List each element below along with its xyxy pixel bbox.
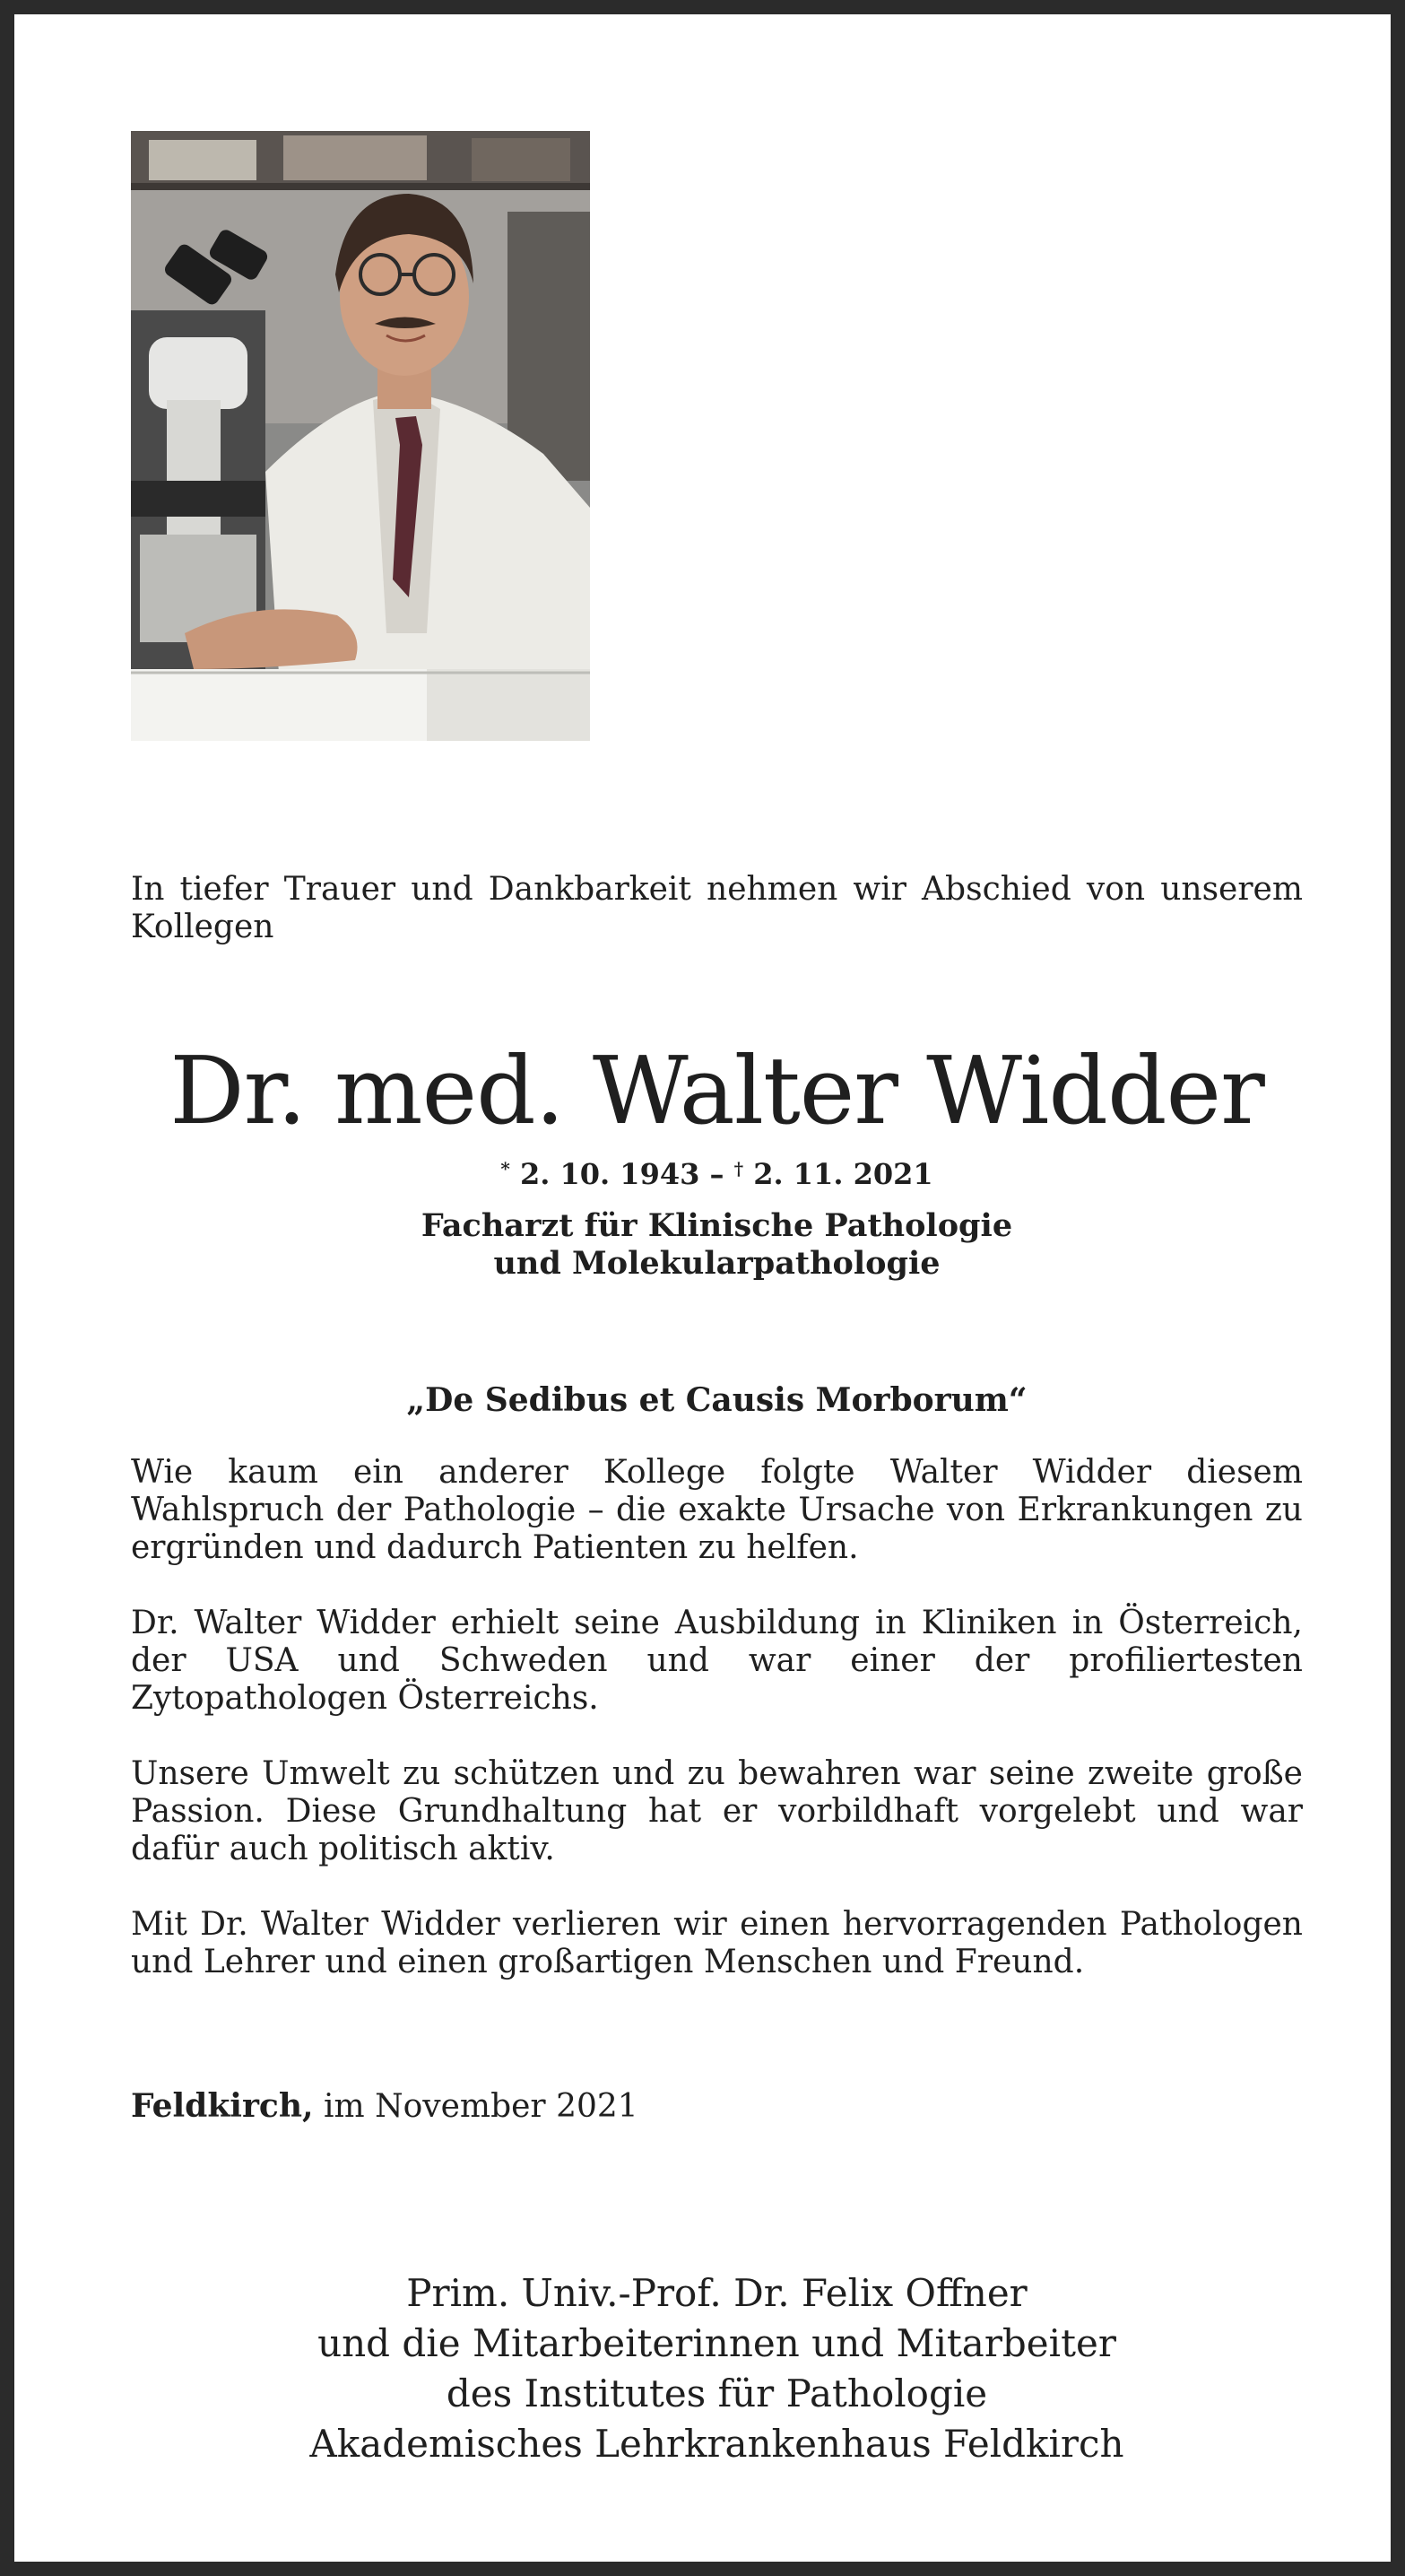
specialty-line: und Molekularpathologie [493, 1245, 941, 1282]
place-and-date [131, 2084, 1303, 2129]
signature-line: des Institutes für Pathologie [446, 2371, 988, 2415]
death-symbol: † [733, 1158, 744, 1179]
signature-line: und die Mitarbeiterinnen und Mitarbeiter [317, 2321, 1116, 2365]
paragraph: Mit Dr. Walter Widder verlieren wir einen hervorragenden Pathologen und Lehrer und einen großartigen Menschen und Freund. [131, 1906, 1303, 1980]
paragraph: Wie kaum ein anderer Kollege folgte Walter Widder diesem Wahlspruch der Pathologie – die exakte Ursache von Erkrankungen zu ergründen und dadurch Patienten zu helfen. [131, 1454, 1303, 1566]
birth-date: 2. 10. 1943 [519, 1157, 700, 1191]
obituary-body [131, 1454, 1303, 2019]
paragraph: Unsere Umwelt zu schützen und zu bewahren war seine zweite große Passion. Diese Grundhaltung hat er vorbildhaft vorgelebt und war dafür auch politisch aktiv. [131, 1755, 1303, 1867]
signature-block [131, 2268, 1303, 2469]
date-separator: – [709, 1157, 724, 1191]
paragraph: Dr. Walter Widder erhielt seine Ausbildung in Kliniken in Österreich, der USA und Schweden und war einer der profiliertesten Zytopathologen Österreichs. [131, 1605, 1303, 1717]
motto: „De Sedibus et Causis Morborum“ [406, 1381, 1028, 1419]
specialty [131, 1207, 1303, 1283]
life-dates [131, 1149, 1303, 1194]
signature-line: Prim. Univ.-Prof. Dr. Felix Offner [406, 2271, 1028, 2315]
portrait-photo [131, 131, 590, 741]
place-city: Feldkirch, [131, 2087, 314, 2125]
birth-symbol: * [500, 1158, 510, 1179]
place-date: im November 2021 [324, 2088, 638, 2125]
deceased-name: Dr. med. Walter Widder [169, 1036, 1264, 1145]
intro-text: In tiefer Trauer und Dankbarkeit nehmen wir Abschied von unserem Kollegen [131, 871, 1303, 945]
specialty-line: Facharzt für Klinische Pathologie [421, 1207, 1013, 1244]
death-date: 2. 11. 2021 [753, 1157, 933, 1191]
portrait-image [131, 131, 590, 741]
signature-line: Akademisches Lehrkrankenhaus Feldkirch [309, 2422, 1124, 2466]
